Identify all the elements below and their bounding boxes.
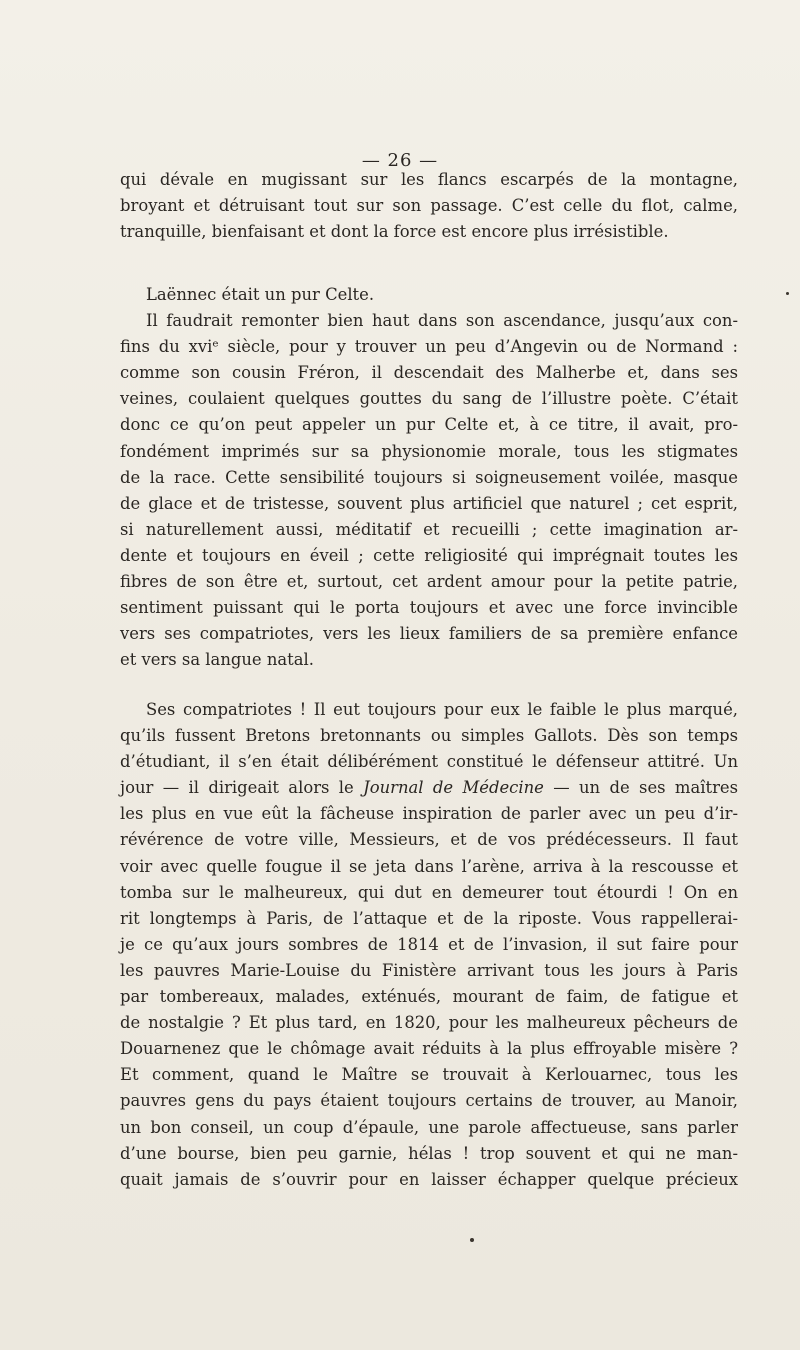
text-line: veines, coulaient quelques gouttes du sang de l’illustre poète. C’était xyxy=(120,389,738,409)
text-line: Il faudrait remonter bien haut dans son ascendance, jusqu’aux con- xyxy=(146,311,738,331)
paragraph-3 xyxy=(120,697,738,1193)
ink-speck xyxy=(786,292,789,295)
text-line: tomba sur le malheureux, qui dut en demeurer tout étourdi ! On en xyxy=(120,882,738,902)
text-line: sentiment puissant qui le porta toujours et avec une force invincible xyxy=(120,598,738,618)
text-line: Douarnenez que le chômage avait réduits à la plus effroyable misère ? xyxy=(120,1039,738,1059)
text-line: voir avec quelle fougue il se jeta dans l’arène, arriva à la rescousse et xyxy=(120,856,738,876)
page-number: — 26 — xyxy=(361,150,439,171)
text-line: Ses compatriotes ! Il eut toujours pour eux le faible le plus marqué, xyxy=(146,700,738,719)
text-line: de la race. Cette sensibilité toujours si soigneusement voilée, masque xyxy=(120,467,738,487)
text-line: quait jamais de s’ouvrir pour en laisser échapper quelque précieux xyxy=(120,1169,738,1189)
text-line: qu’ils fussent Bretons bretonnants ou simples Gallots. Dès son temps xyxy=(120,726,738,746)
text-run: — un de ses maîtres xyxy=(543,778,739,798)
text-line: un bon conseil, un coup d’épaule, une parole affectueuse, sans parler xyxy=(120,1117,738,1137)
text-line: tranquille, bienfaisant et dont la force est encore plus irrésistible. xyxy=(120,222,669,242)
text-line: comme son cousin Fréron, il descendait des Malherbe et, dans ses xyxy=(120,363,738,383)
text-line: donc ce qu’on peut appeler un pur Celte et, à ce titre, il avait, pro- xyxy=(120,415,738,435)
text-line: par tombereaux, malades, exténués, mourant de faim, de fatigue et xyxy=(120,987,738,1007)
text-line: pauvres gens du pays étaient toujours certains de trouver, au Manoir, xyxy=(120,1091,738,1111)
paragraph-2 xyxy=(120,282,738,673)
text-line: fondément imprimés sur sa physionomie morale, tous les stigmates xyxy=(120,441,738,461)
text-line: de glace et de tristesse, souvent plus artificiel que naturel ; cet esprit, xyxy=(120,493,738,513)
text-line: qui dévale en mugissant sur les flancs escarpés de la montagne, xyxy=(120,170,738,189)
text-run: jour — il dirigeait alors le xyxy=(120,778,364,798)
text-line-with-italic xyxy=(120,775,738,801)
text-line: dente et toujours en éveil ; cette religiosité qui imprégnait toutes les xyxy=(120,545,738,565)
text-line: révérence de votre ville, Messieurs, et de vos prédécesseurs. Il faut xyxy=(120,830,738,850)
text-line: fibres de son être et, surtout, cet ardent amour pour la petite patrie, xyxy=(120,572,738,592)
text-line: si naturellement aussi, méditatif et recueilli ; cette imagination ar- xyxy=(120,519,738,539)
text-line: et vers sa langue natal. xyxy=(120,650,314,670)
paragraph-1 xyxy=(120,167,738,245)
text-line: de nostalgie ? Et plus tard, en 1820, pour les malheureux pêcheurs de xyxy=(120,1013,738,1033)
text-line: vers ses compatriotes, vers les lieux familiers de sa première enfance xyxy=(120,624,738,644)
ink-speck xyxy=(470,1238,474,1242)
text-line: broyant et détruisant tout sur son passage. C’est celle du flot, calme, xyxy=(120,196,738,216)
text-line: Laënnec était un pur Celte. xyxy=(146,285,375,304)
text-line: les plus en vue eût la fâcheuse inspiration de parler avec un peu d’ir- xyxy=(120,804,738,824)
text-line: d’étudiant, il s’en était délibérément constitué le défenseur attitré. Un xyxy=(120,752,738,772)
text-line: les pauvres Marie-Louise du Finistère arrivant tous les jours à Paris xyxy=(120,960,738,980)
text-line: d’une bourse, bien peu garnie, hélas ! trop souvent et qui ne man- xyxy=(120,1143,738,1163)
text-line: Et comment, quand le Maître se trouvait à Kerlouarnec, tous les xyxy=(120,1065,738,1085)
journal-title: Journal de Médecine xyxy=(363,778,544,798)
text-line: fins du xviᵉ siècle, pour y trouver un peu d’Angevin ou de Normand : xyxy=(120,337,738,357)
text-line: rit longtemps à Paris, de l’attaque et de la riposte. Vous rappellerai- xyxy=(120,908,738,928)
text-line: je ce qu’aux jours sombres de 1814 et de l’invasion, il sut faire pour xyxy=(120,934,738,954)
